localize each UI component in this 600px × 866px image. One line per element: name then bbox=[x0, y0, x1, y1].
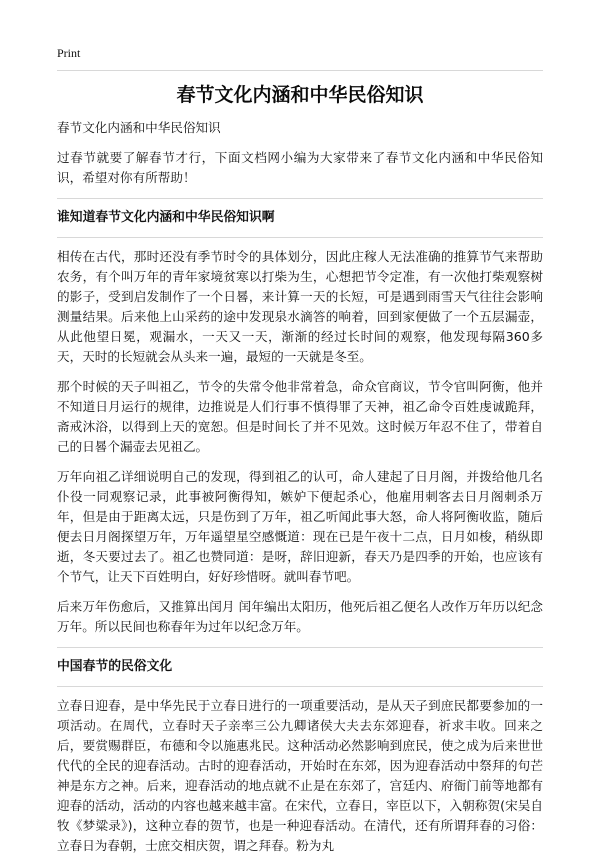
section-divider bbox=[57, 686, 543, 687]
intro-paragraph: 过春节就要了解春节才行，下面文档网小编为大家带来了春节文化内涵和中华民俗知识，希望对你有所帮助！ bbox=[57, 150, 543, 185]
section-divider bbox=[57, 647, 543, 648]
section-heading-2: 中国春节的民俗文化 bbox=[57, 659, 173, 674]
section-heading-1: 谁知道春节文化内涵和中华民俗知识啊 bbox=[57, 210, 275, 225]
article-subtitle: 春节文化内涵和中华民俗知识 bbox=[57, 120, 221, 135]
section-divider bbox=[57, 237, 543, 238]
print-link[interactable]: Print bbox=[57, 46, 81, 60]
paragraph: 后来万年伤愈后，又推算出闰月 闰年编出太阳历，他死后祖乙便名人改作万年历以纪念万年。所以民间也称春年为过年以纪念万年。 bbox=[57, 599, 543, 634]
paragraph: 那个时候的天子叫祖乙，节令的失常令他非常着急，命众官商议，节令官叫阿衡，他并不知道日月运行的规律，边推说是人们行事不慎得罪了天神，祖乙命令百姓虔诚跪拜，斋戒沐浴，以得到上天的宽恕。但是时间长了并不见效。这时候万年忍不住了，带着自己的日晷个漏壶去见祖乙。 bbox=[57, 379, 543, 454]
section-divider bbox=[57, 198, 543, 199]
paragraph: 立春日迎春，是中华先民于立春日进行的一项重要活动，是从天子到庶民都要参加的一项活动。在周代，立春时天子亲率三公九卿诸侯大夫去东郊迎春，祈求丰收。回来之后，要赏赐群臣，布德和令以施惠兆民。这种活动必然影响到庶民，使之成为后来世世代代的全民的迎春活动。古时的迎春活动，开始时在东郊，因为迎春活动中祭拜的句芒神是东方之神。后来，迎春活动的地点就不止是在东郊了，宫廷内、府衙门前等地都有迎春的活动，活动的内容也越来越丰富。在宋代，立春日，宰臣以下，入朝称贺(宋吴自牧《梦粱录》)，这种立春的贺节，也是一种迎春活动。在清代，还有所谓拜春的习俗：立春日为春朝，士庶交相庆贺，谓之拜春。粉为丸 bbox=[57, 698, 543, 853]
page-title: 春节文化内涵和中华民俗知识 bbox=[176, 84, 424, 106]
article-body bbox=[57, 118, 543, 866]
paragraph: 万年向祖乙详细说明自己的发现，得到祖乙的认可，命人建起了日月阁，并拨给他几名仆役一同观察记录，此事被阿衡得知，嫉妒下便起杀心，他雇用刺客去日月阁刺杀万年，但是由于距离太远，只是伤到了万年，祖乙听闻此事大怒，命人将阿衡收监，随后便去日月阁探望万年，万年遥望星空感慨道：现在已是午夜十二点，日月如梭，稍纵即逝，冬天要过去了。祖乙也赞同道：是呀，辞旧迎新，春天乃是四季的开始，也应该有个节气，让天下百姓明白，好好珍惜呀。就叫春节吧。 bbox=[57, 469, 543, 584]
paragraph: 相传在古代，那时还没有季节时令的具体划分，因此庄稼人无法准确的推算节气来帮助农务，有个叫万年的青年家境贫寒以打柴为生，心想把节令定准，有一次他打柴观察树的影子，受到启发制作了一个日晷，来计算一天的长短，可是遇到雨雪天气往往会影响测量结果。后来他上山采药的途中发现泉水滴答的响着，回到家便做了一个五层漏壶，从此他望日冕，观漏水，一天又一天，渐渐的经过长时间的观察，他发现每隔360多天，天时的长短就会从头来一遍，最短的一天就是冬至。 bbox=[57, 249, 543, 364]
header-divider bbox=[57, 70, 543, 71]
